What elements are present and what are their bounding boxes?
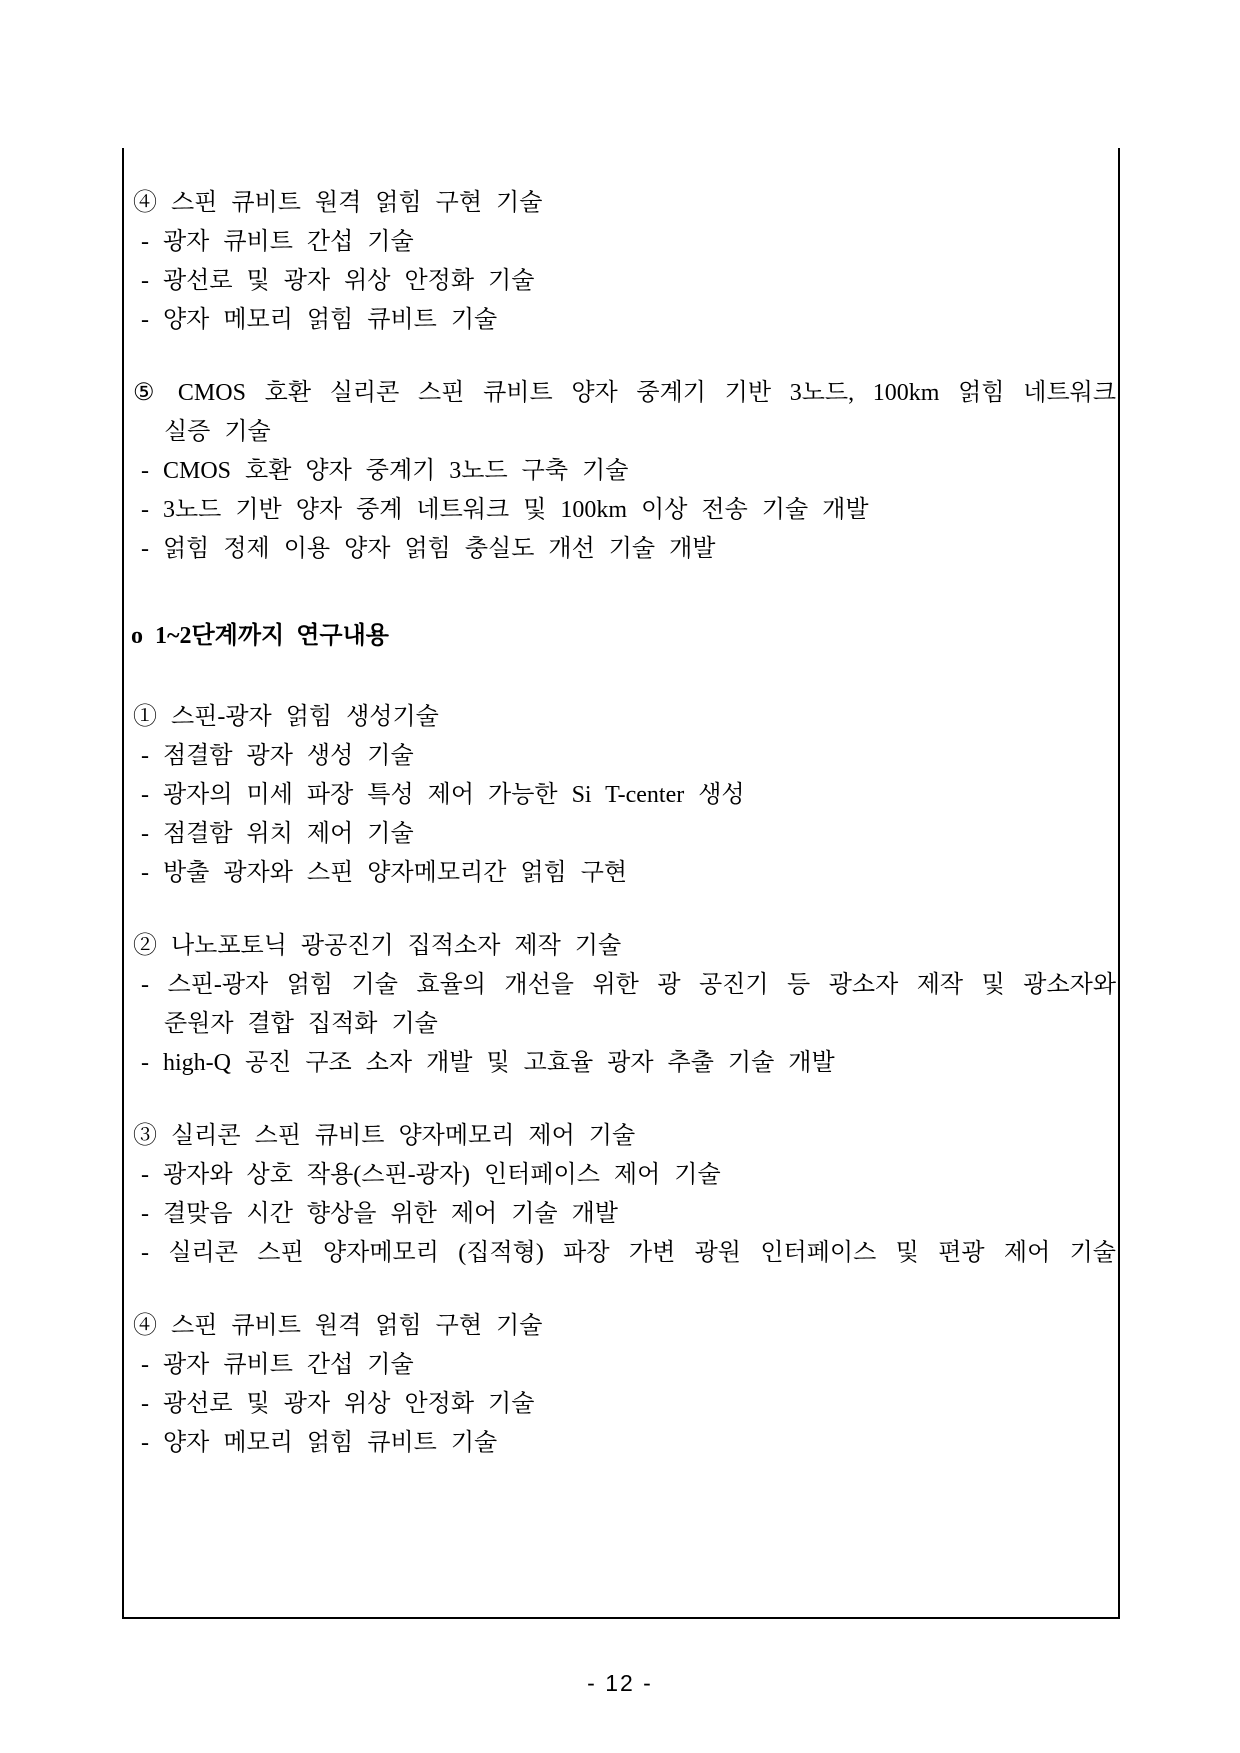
sub-item: - 점결함 위치 제어 기술 bbox=[141, 821, 414, 847]
sub-item: - 광선로 및 광자 위상 안정화 기술 bbox=[141, 268, 535, 294]
sub-item: - 광자 큐비트 간섭 기술 bbox=[141, 229, 414, 255]
numbered-heading: ⑤ CMOS 호환 실리콘 스핀 큐비트 양자 중계기 기반 3노드, 100km 얽힘 네트워크 bbox=[133, 380, 1116, 406]
sub-item: - 3노드 기반 양자 중계 네트워크 및 100km 이상 전송 기술 개발 bbox=[141, 497, 869, 523]
page-number: - 12 - bbox=[587, 1670, 653, 1696]
tech-block-1-spin-photon bbox=[124, 698, 1116, 893]
sub-item: - 스핀-광자 얽힘 기술 효율의 개선을 위한 광 공진기 등 광소자 제작 및 광소자와 bbox=[141, 972, 1116, 998]
numbered-heading: ④ 스핀 큐비트 원격 얽힘 구현 기술 bbox=[133, 190, 543, 216]
numbered-heading: ② 나노포토닉 광공진기 집적소자 제작 기술 bbox=[133, 933, 622, 959]
tech-block-4-remote-entanglement bbox=[124, 184, 1116, 340]
tech-block-5-cmos-network bbox=[124, 374, 1116, 569]
tech-block-3-silicon-spin-control bbox=[124, 1117, 1116, 1273]
sub-item: - 광선로 및 광자 위상 안정화 기술 bbox=[141, 1391, 535, 1417]
wrapped-line: 준원자 결합 집적화 기술 bbox=[164, 1011, 438, 1037]
sub-item: - CMOS 호환 양자 중계기 3노드 구축 기술 bbox=[141, 458, 629, 484]
sub-item: - 얽힘 정제 이용 양자 얽힘 충실도 개선 기술 개발 bbox=[141, 536, 716, 562]
sub-item: - 양자 메모리 얽힘 큐비트 기술 bbox=[141, 1430, 498, 1456]
wrapped-line: 실증 기술 bbox=[164, 419, 271, 445]
sub-item: - 양자 메모리 얽힘 큐비트 기술 bbox=[141, 307, 498, 333]
sub-item: - 결맞음 시간 향상을 위한 제어 기술 개발 bbox=[141, 1201, 618, 1227]
tech-block-4-remote-entanglement-repeat bbox=[124, 1307, 1116, 1463]
tech-block-2-nanophotonic bbox=[124, 927, 1116, 1083]
content-border-box bbox=[122, 148, 1120, 1619]
sub-item: - 방출 광자와 스핀 양자메모리간 얽힘 구현 bbox=[141, 860, 628, 886]
sub-item: - 점결함 광자 생성 기술 bbox=[141, 743, 414, 769]
numbered-heading: ③ 실리콘 스핀 큐비트 양자메모리 제어 기술 bbox=[133, 1123, 636, 1149]
numbered-heading: ① 스핀-광자 얽힘 생성기술 bbox=[133, 704, 439, 730]
sub-item: - high-Q 공진 구조 소자 개발 및 고효율 광자 추출 기술 개발 bbox=[141, 1050, 835, 1076]
numbered-heading: ④ 스핀 큐비트 원격 얽힘 구현 기술 bbox=[133, 1313, 543, 1339]
sub-item: - 광자 큐비트 간섭 기술 bbox=[141, 1352, 414, 1378]
section-heading: o 1~2단계까지 연구내용 bbox=[131, 623, 389, 649]
section-heading-stage-1-2 bbox=[124, 617, 1116, 656]
sub-item: - 광자와 상호 작용(스핀-광자) 인터페이스 제어 기술 bbox=[141, 1162, 721, 1188]
sub-item: - 실리콘 스핀 양자메모리 (집적형) 파장 가변 광원 인터페이스 및 편광 제어 기술 bbox=[141, 1240, 1116, 1266]
sub-item: - 광자의 미세 파장 특성 제어 가능한 Si T-center 생성 bbox=[141, 782, 745, 808]
